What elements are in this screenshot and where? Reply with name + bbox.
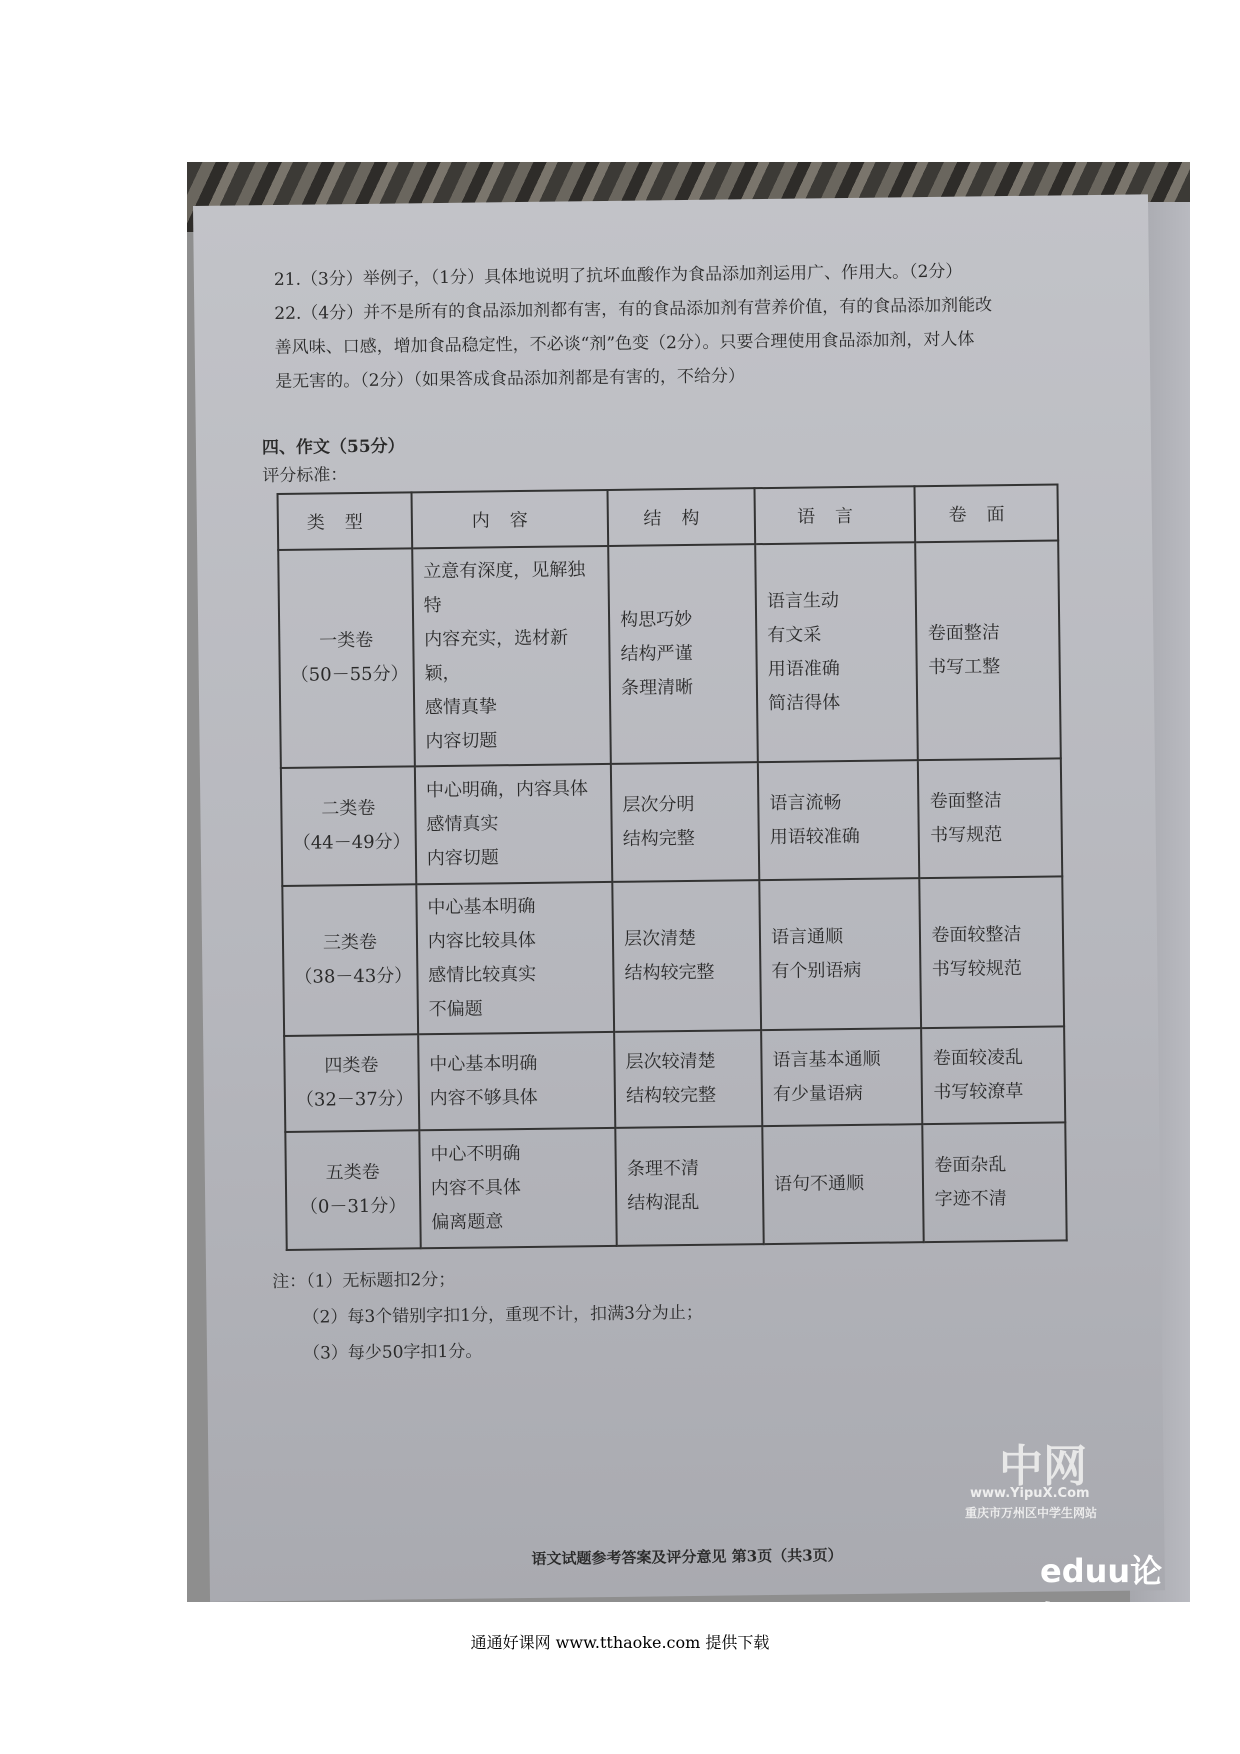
structure-cell [614, 1030, 762, 1128]
table-row [285, 1122, 1066, 1250]
section-title: 四、作文（55分） [261, 436, 405, 459]
table-row [282, 876, 1064, 1036]
language-cell [761, 1028, 923, 1126]
cell-text: 卷面杂乱 [934, 1154, 1007, 1177]
header-appearance: 卷面 [915, 484, 1058, 542]
grading-table [277, 483, 1068, 1250]
cell-text: 中心基本明确 [427, 895, 536, 919]
cell-text: 卷面整洁 [929, 790, 1002, 813]
eduu-watermark: eduu论坛 [1040, 1552, 1163, 1636]
answer-line: 21.（3分）举例子，（1分）具体地说明了抗坏血酸作为食品添加剂运用广、作用大。（2分） [273, 261, 963, 291]
cell-text: 结构完整 [622, 827, 695, 850]
zhongwang-watermark: 中网 [999, 1441, 1087, 1492]
structure-cell [611, 762, 759, 882]
cell-text: 语言通顺 [770, 926, 844, 948]
cell-text: 中心基本明确 [429, 1052, 538, 1076]
cell-text: 有文采 [767, 624, 822, 647]
structure-cell [615, 1126, 763, 1246]
language-cell [758, 760, 920, 880]
language-cell [755, 542, 918, 762]
grade-type-cell [281, 766, 416, 886]
header-content: 内容 [411, 490, 608, 548]
grade-name: 五类卷 [325, 1161, 380, 1184]
cell-text: 感情真挚 [424, 696, 498, 719]
table-row [278, 540, 1061, 768]
answer-line: 是无害的。（2分）（如果答成食品添加剂都是有害的，不给分） [275, 366, 746, 393]
watermark-subtitle: 重庆市万州区中学生网站 [965, 1506, 1098, 1520]
page-footer: 语文试题参考答案及评分意见 第3页（共3页） [531, 1546, 843, 1568]
cell-text: 不偏题 [428, 998, 483, 1021]
cell-text: 偏离题意 [431, 1211, 504, 1234]
cell-text: 构思巧妙 [620, 608, 693, 631]
watermark-url: www.YipuX.Com [970, 1486, 1090, 1501]
table-header-row [278, 484, 1059, 550]
cell-text: 内容不够具体 [429, 1086, 538, 1110]
answer-line: 22.（4分）并不是所有的食品添加剂都有害，有的食品添加剂有营养价值，有的食品添加剂能改 [274, 295, 993, 325]
cell-text: 条理清晰 [620, 676, 694, 699]
content-cell [416, 882, 614, 1034]
cell-text: 层次分明 [622, 793, 695, 816]
appearance-cell [916, 540, 1061, 760]
grade-range: （0－31分） [299, 1195, 407, 1218]
grade-type-cell [278, 548, 414, 768]
grade-range: （38－43分） [294, 965, 413, 988]
cell-text: 条理不清 [626, 1157, 700, 1180]
cell-text: 结构较完整 [625, 1084, 717, 1107]
cell-text: 卷面整洁 [927, 622, 1000, 645]
content-cell [412, 546, 611, 766]
cell-text: 用语准确 [767, 658, 840, 681]
grade-range: （44－49分） [292, 831, 411, 854]
cell-text: 感情真实 [426, 813, 499, 836]
cell-text: 感情比较真实 [428, 963, 537, 987]
cell-text: 字迹不清 [934, 1188, 1007, 1211]
cell-text: 有少量语病 [772, 1082, 864, 1105]
header-type: 类型 [278, 492, 412, 550]
grade-name: 三类卷 [322, 931, 378, 954]
grade-type-cell [284, 1034, 419, 1132]
cell-text: 书写规范 [930, 824, 1003, 847]
note-line: （2）每3个错别字扣1分，重现不计，扣满3分为止； [302, 1302, 703, 1328]
grade-name: 一类卷 [319, 629, 374, 652]
grade-type-cell [285, 1130, 420, 1250]
cell-text: 内容充实，选材新颖， [424, 627, 569, 685]
answer-line: 善风味、口感，增加食品稳定性，不必谈“剂”色变（2分）。只要合理使用食品添加剂，对人体 [274, 329, 975, 359]
appearance-cell [920, 876, 1064, 1028]
grade-name: 二类卷 [321, 797, 376, 820]
cell-text: 层次清楚 [623, 927, 697, 950]
download-caption: 通通好课网 www.tthaoke.com 提供下载 [470, 1633, 770, 1652]
cell-text: 内容不具体 [430, 1177, 521, 1200]
cell-text: 语言生动 [766, 590, 840, 613]
cell-text: 内容切题 [426, 847, 499, 870]
content-cell [418, 1032, 615, 1130]
cell-text: 结构较完整 [624, 961, 715, 984]
cell-text: 书写较规范 [931, 957, 1022, 981]
cell-text: 语句不通顺 [773, 1172, 865, 1195]
note-line: （3）每少50字扣1分。 [302, 1341, 483, 1364]
cell-text: 内容切题 [425, 730, 498, 753]
note-line: 注：（1）无标题扣2分； [272, 1269, 456, 1293]
cell-text: 用语较准确 [769, 825, 860, 848]
cell-text: 书写工整 [928, 656, 1001, 679]
cell-text: 中心不明确 [430, 1143, 521, 1166]
answer-sheet [193, 194, 1165, 1602]
language-cell [762, 1124, 924, 1244]
structure-cell [608, 544, 758, 764]
appearance-cell [923, 1122, 1067, 1242]
cell-text: 内容比较具体 [427, 929, 536, 953]
exam-photo [187, 162, 1190, 1636]
cell-text: 卷面较整洁 [931, 923, 1022, 947]
structure-cell [612, 880, 761, 1032]
grade-range: （50－55分） [290, 663, 409, 686]
grade-type-cell [282, 884, 418, 1036]
cell-text: 中心明确，内容具体 [425, 778, 589, 802]
cell-text: 卷面较凌乱 [932, 1046, 1024, 1070]
language-cell [759, 878, 921, 1030]
grade-name: 四类卷 [324, 1054, 379, 1077]
cell-text: 简洁得体 [768, 692, 841, 715]
cell-text: 层次较清楚 [625, 1050, 716, 1073]
header-structure: 结构 [608, 488, 756, 546]
appearance-cell [922, 1026, 1066, 1124]
content-cell [419, 1128, 617, 1248]
grade-range: （32－37分） [295, 1088, 414, 1111]
cell-text: 结构混乱 [627, 1191, 700, 1214]
table-row [284, 1026, 1065, 1132]
cell-text: 结构严谨 [620, 642, 693, 665]
table-row [281, 758, 1062, 886]
criteria-label: 评分标准： [262, 465, 348, 487]
cell-text: 立意有深度，见解独特 [423, 559, 586, 617]
header-language: 语言 [755, 486, 916, 544]
cell-text: 有个别语病 [771, 959, 862, 982]
cell-text: 书写较潦草 [933, 1080, 1024, 1104]
cell-text: 语言基本通顺 [772, 1048, 881, 1071]
appearance-cell [918, 758, 1062, 878]
cell-text: 语言流畅 [769, 792, 842, 815]
content-cell [415, 764, 613, 884]
